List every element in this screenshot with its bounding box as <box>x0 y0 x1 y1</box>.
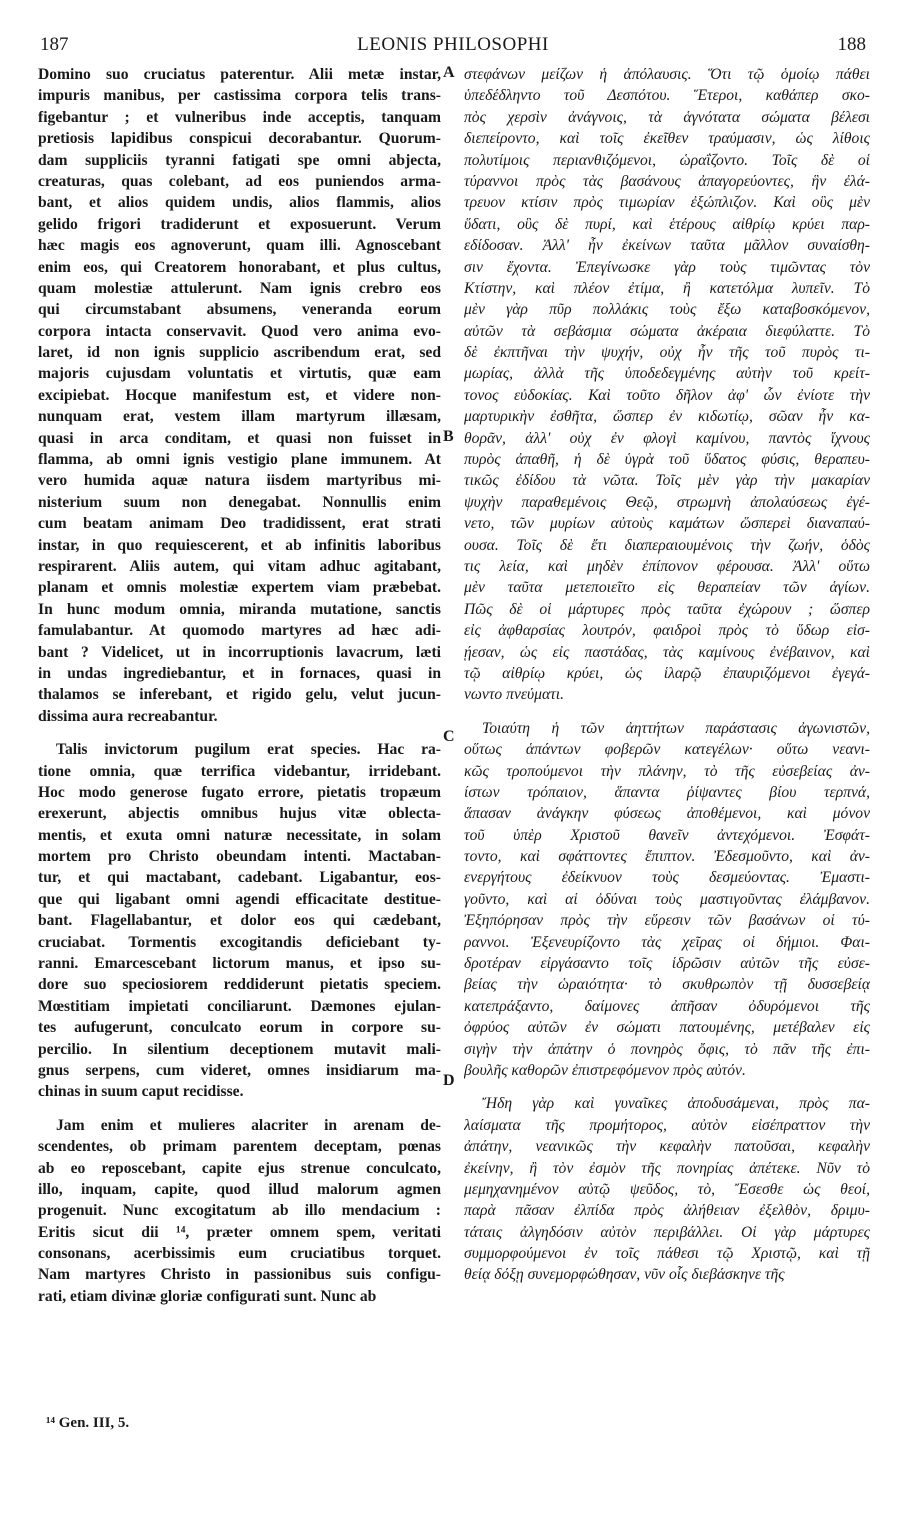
greek-text-line: εδίδοσαν. Ἀλλ' ἦν ἐκείνων ταῦτα μᾶλλον συναίσθη- <box>464 237 870 255</box>
greek-text-line: τονος εὐδοκίας. Καὶ τοῦτο δῆλον ἀφ' ὧν ἐνίοτε τὴν <box>464 386 870 404</box>
latin-text-line: respirarent. Aliis autem, qui vitam adhuc agitabant, <box>38 557 441 575</box>
latin-text-line: thalamos se inferebant, et rigido gelu, velut jucun- <box>38 686 441 704</box>
latin-text-line: ranni. Emarcescebant lictorum manus, et ipso su- <box>38 955 441 973</box>
latin-text-line: percilio. In silentium deceptionem mutavit mali- <box>38 1040 441 1058</box>
latin-text-line: excipiebat. Hocque manifestum est, et videre non- <box>38 386 441 404</box>
latin-text-line: Mœstitiam impietati conciliarunt. Dæmones ejulan- <box>38 997 441 1015</box>
latin-text-line: tur, et qui mactabant, cadebant. Ligabantur, eos- <box>38 869 441 887</box>
latin-text-line: in undas ingrediebantur, et in fornaces, quasi in <box>38 664 441 682</box>
greek-text-line: πὸς χερσὶν ἀνάγνοις, τὰ ἁγνότατα σώματα βέλεσι <box>464 108 870 126</box>
latin-text-line: tione omnia, quæ terrifica videbantur, irridebant. <box>38 762 441 780</box>
greek-text-line: νωντο πνεύματι. <box>464 686 564 704</box>
greek-text-line: συμμορφούμενοι ἐν τοῖς πάθεσι τῷ Χριστῷ, καὶ τῇ <box>464 1245 870 1263</box>
running-title: LEONIS PHILOSOPHI <box>357 34 549 55</box>
latin-text-line: Jam enim et mulieres alacriter in arenam de- <box>56 1116 441 1134</box>
latin-text-line: In hunc modum omnia, miranda mutatione, sanctis <box>38 600 441 618</box>
latin-text-line: Nam martyres Christo in passionibus suis configu- <box>38 1266 441 1284</box>
latin-text-line: dore suo speciosiorem reddiderunt pietatis speciem. <box>38 976 441 994</box>
latin-column <box>38 64 441 1307</box>
latin-text-line: scendentes, ob primam parentem deceptam, pœnas <box>38 1138 441 1156</box>
greek-text-line: ὀφρύος αὐτῶν ἐν σώματι πατουμένης, μετέβαλεν εἰς <box>464 1019 870 1037</box>
greek-text-line: στεφάνων μείζων ἡ ἀπόλαυσις. Ὅτι τῷ ὁμοίῳ πάθει <box>464 66 870 83</box>
greek-text-line: Ἤδη γὰρ καὶ γυναῖκες ἀποδυσάμεναι, πρὸς πα- <box>482 1095 870 1113</box>
greek-text-line: πολυτίμοις περιανθιζόμενοι, ὡραΐζοντο. Τοῖς δὲ οἱ <box>464 151 870 169</box>
greek-text-line: νετο, τῶν μυρίων αὐτοὺς καμάτων ὥσπερεὶ διαναπαύ- <box>464 515 870 533</box>
footnote: ¹⁴ Gen. III, 5. <box>46 1415 130 1431</box>
greek-text-line: ψυχὴν παραθεμένοις Θεῷ, στρωμνὴ ἀπολαύσεως ἐγέ- <box>464 493 870 511</box>
greek-text-line: σιν ἔχοντα. Ἐπεγίνωσκε γὰρ τοὺς τιμῶντας τὸν <box>464 258 870 276</box>
latin-text-line: chinas in suum caput recidisse. <box>38 1083 244 1101</box>
left-page-number: 187 <box>40 34 69 55</box>
greek-text-line: μωρίας, ἀλλὰ τῆς ὑποδεδεγμένης αὐτὴν τοῦ κρείτ- <box>464 365 870 383</box>
latin-text-line: Eritis sicut dii ¹⁴, præter omnem spem, veritati <box>38 1223 441 1241</box>
paragraph-gap <box>464 706 870 718</box>
paragraph-gap <box>38 1103 441 1115</box>
latin-text-line: nunquam erat, vestem illam martyrum illæsam, <box>38 408 441 426</box>
latin-text-line: illo, inquam, capite, quod illud malorum agmen <box>38 1180 441 1198</box>
greek-text-line: γοῦντο, καὶ αἱ ὀδύναι τοὺς μαστιγοῦντας ἐλάμβανον. <box>464 890 870 908</box>
greek-text-line: τις λεία, καὶ μηδὲν ἐπίπονον φέρουσα. Ἀλλ' οὕτω <box>464 557 870 575</box>
latin-text-line: qui circumstabant absumens, veneranda eorum <box>38 301 441 319</box>
latin-text-line: corpora intacta conservavit. Quod vero anima evo- <box>38 322 441 340</box>
greek-text-line: Πῶς δὲ οἱ μάρτυρες πρὸς ταῦτα ἐχώρουν ; ὥσπερ <box>464 600 870 618</box>
greek-text-line: αὐτῶν τὰ σεβάσμια σώματα ἀκέραια διεφύλαττε. Τὸ <box>464 322 870 340</box>
greek-text-line: διεπείροντο, καὶ τοῖς ἐκεῖθεν τραύμασιν, ὡς λίθοις <box>464 130 870 148</box>
greek-text-line: ραννοι. Ἐξενευρίζοντο τὰς χεῖρας οἱ δήμιοι. Φαι- <box>464 933 870 951</box>
greek-text-line: Ἐξηπόρησαν πρὸς τὴν εὕρεσιν τῶν βασάνων οἱ τύ- <box>464 912 870 930</box>
latin-text-line: Domino suo cruciatus paterentur. Alii metæ instar, <box>38 66 441 83</box>
page-header <box>40 34 866 62</box>
greek-text-line: τοῦ ὑπὲρ Χριστοῦ θανεῖν ἀντεχόμενοι. Ἐσφάτ- <box>464 826 870 844</box>
paragraph-gap <box>38 727 441 739</box>
latin-text-line: erexerunt, abjectis omnibus hujus vitæ oblecta- <box>38 805 441 823</box>
section-marker-d: D <box>443 1072 455 1089</box>
latin-text-line: cruciabat. Tormentis excogitandis deficiebant ty- <box>38 933 441 951</box>
latin-text-line: majoris cujusdam voluntatis et virtutis, quæ eam <box>38 365 441 383</box>
latin-text-line: Hoc modo generose fugato errore, pietatis tropæum <box>38 783 441 801</box>
latin-text-line: cum beatam animam Deo tradidissent, erat strati <box>38 515 441 533</box>
greek-text-line: πυρὸς ἀπαθῆ, ἡ δὲ ὑγρὰ τοῦ ὕδατος φύσις, θεραπευ- <box>464 451 870 469</box>
greek-text-line: παρὰ πᾶσαν ἐλπίδα πρὸς ἀλήθειαν ἐξελθὸν, δριμυ- <box>464 1202 870 1220</box>
section-marker-b: B <box>443 428 454 445</box>
greek-text-line: τοντο, καὶ σφάττοντες ἔπιπτον. Ἐδεσμοῦντο, καὶ ἀν- <box>464 848 870 866</box>
greek-text-line: μὲν γὰρ πῦρ πολλάκις τοὺς ἔξω καταβοσκόμενον, <box>464 301 870 319</box>
greek-text-line: θορᾶν, ἀλλ' οὐχ ἐν φλογὶ καμίνου, παντὸς ἴχνους <box>464 429 870 447</box>
greek-text-line: τάταις ἀλγηδόσιν αὐτὸν περιβάλλει. Οἱ γὰρ μάρτυρες <box>464 1223 870 1241</box>
latin-text-line: tes aufugerunt, conculcato eorum in corpore su- <box>38 1019 441 1037</box>
greek-text-line: δὲ ἐκπτῆναι τὴν ψυχήν, οὐχ ἦν τῆς τοῦ πυρὸς τι- <box>464 344 870 362</box>
greek-text-line: ὑπεδέδληντο τοῦ Δεσπότου. Ἕτεροι, καθάπερ σκο- <box>464 87 870 105</box>
greek-text-line: ενεργήτους ἐδείκνυον τοὺς δεσμεύοντας. Ἐμαστι- <box>464 869 870 887</box>
latin-text-line: bant ? Videlicet, ut in incorruptionis lavacrum, læti <box>38 643 441 661</box>
latin-text-line: famulabantur. At quomodo martyres ad hæc adi- <box>38 622 441 640</box>
latin-text-line: bant. Flagellabantur, et dolor eos qui cædebant, <box>38 912 441 930</box>
greek-text-line: ἀπάτην, νεανικῶς τὴν κεφαλὴν πατοῦσαι, κεφαλὴν <box>464 1138 870 1156</box>
greek-text-line: Τοιαύτη ἡ τῶν ἀηττήτων παράστασις ἀγωνιστῶν, <box>482 719 870 737</box>
greek-text-line: ίστων τρόπαιον, ἅπαντα ῥίψαντες βίου τερπνά, <box>464 783 870 801</box>
latin-text-line: bant, et alios quidem undis, alios flammis, alios <box>38 194 441 212</box>
latin-text-line: laret, id non ignis supplicio ascribendum erat, sed <box>38 344 441 362</box>
greek-column <box>464 64 870 1286</box>
latin-text-line: quasi in arca conditam, et quasi non fuisset in <box>38 429 441 447</box>
greek-text-line: τύραννοι πρὸς τὰς βασάνους ἀπαγορεύοντες, ἣν ἐλά- <box>464 172 870 190</box>
latin-text-line: instar, in quo requiescerent, et ab infinitis laboribus <box>38 536 441 554</box>
latin-text-line: pretiosis lapidibus conspicui decorabantur. Quorum- <box>38 130 441 148</box>
greek-text-line: κῶς τροπούμενοι τὴν πλάνην, τὸ τῆς εὐσεβείας ἀν- <box>464 762 870 780</box>
latin-text-line: Talis invictorum pugilum erat species. Hac ra- <box>56 741 441 759</box>
greek-text-line: ῄεσαν, ὡς εἰς παστάδας, τὰς καμίνους ἐνέβαινον, καὶ <box>464 643 870 661</box>
latin-text-line: que qui ligabant omni agendi efficacitate destitue- <box>38 890 441 908</box>
latin-text-line: ab eo reposcebant, capite ejus strenue conculcato, <box>38 1159 441 1177</box>
latin-text-line: consonans, acerbissimis eum cruciatibus torquet. <box>38 1245 441 1263</box>
greek-text-line: μαρτυρικὴν ἐσθῆτα, ὥσπερ ἐν κιδωτίῳ, σῶαν ἦν κα- <box>464 408 870 426</box>
latin-text-line: rati, etiam divinæ gloriæ configurati sunt. Nunc ab <box>38 1287 377 1305</box>
greek-text-line: μὲν ταῦτα μετεποιεῖτο εἰς θεραπείαν τῶν ἁγίων. <box>464 579 870 597</box>
latin-text-line: flamma, ab omni ignis vestigio plane immunem. At <box>38 451 441 469</box>
greek-text-line: βείας τὴν ὡραιότητα· τὸ σκυθρωπὸν τῇ δυσσεβείᾳ <box>464 976 870 994</box>
latin-text-line: mortem pro Christo obeundam intenti. Mactaban- <box>38 848 441 866</box>
greek-text-line: ἅπασαν ἀνάγκην φύσεως ἀποθέμενοι, καὶ μόνον <box>464 805 870 823</box>
latin-text-line: mentis, et exuta omni naturæ necessitate, in solam <box>38 826 441 844</box>
greek-text-line: σιγὴν τὴν ἀπάτην ὁ πονηρὸς ὄφις, τὸ πᾶν τῆς ἐπι- <box>464 1040 870 1058</box>
latin-text-line: dam suppliciis tyranni fatigati spe omni abjecta, <box>38 151 441 169</box>
greek-text-line: μεμηχανημένον αὐτῷ ψεῦδος, τὸ, Ἔσεσθε ὡς θεοί, <box>464 1180 870 1198</box>
greek-text-line: ὕδατι, οὓς δὲ πυρί, καὶ ἑτέρους αἰθρίῳ κρύει παρ- <box>464 215 870 233</box>
latin-text-line: nisterium suum non denegabat. Nonnullis enim <box>38 493 441 511</box>
latin-text-line: progenuit. Nunc excogitatum ab illo mendacium : <box>38 1202 441 1220</box>
greek-text-line: δροτέραν εἰργάσαντο τοῖς ἱδρῶσιν αὐτῶν τῆς εὐσε- <box>464 955 870 973</box>
greek-text-line: ἐκείνην, ἢ τὸν ἐσμὸν τῆς πονηρίας ἀπέτεκε. Νῦν τὸ <box>464 1159 870 1177</box>
greek-text-line: λαίσματα τῆς προμήτορος, αὐτὸν εἰσέπραττον τὴν <box>464 1116 870 1134</box>
latin-text-line: gnus serpens, cum videret, omnes insidiarum ma- <box>38 1061 441 1079</box>
latin-text-line: enim eos, qui Creatorem honorabant, et plus cultus, <box>38 258 441 276</box>
latin-text-line: hæc magis eos agnoverunt, quam illi. Agnoscebant <box>38 237 441 255</box>
latin-text-line: vero humida aquæ natura iisdem martyribus mi- <box>38 472 441 490</box>
latin-text-line: creaturas, quas colebant, ad eos puniendos arma- <box>38 172 441 190</box>
greek-text-line: θείᾳ δόξῃ συνεμορφώθησαν, νῦν οἷς διεβάσκηνε τῆς <box>464 1266 785 1284</box>
greek-text-line: ουσα. Τοῖς δὲ ἔτι διαπεραιουμένοις τὴν ζωήν, ὁδὸς <box>464 536 870 554</box>
greek-text-line: Κτίστην, καὶ πλέον ἐτίμα, ἢ κατετόλμα λυπεῖν. Τὸ <box>464 279 870 297</box>
greek-text-line: τρευον κτίσιν πρὸς τιμωρίαν ἐξώπλιζον. Καὶ οὓς μὲν <box>464 194 870 212</box>
latin-text-line: planam et omnis molestiæ expertem viam præbebat. <box>38 579 441 597</box>
greek-text-line: οὕτως ἁπάντων φοβερῶν κατεγέλων· οὕτω νεανι- <box>464 741 870 759</box>
latin-text-line: quam molestiæ attulerunt. Nam ignis crebro eos <box>38 279 441 297</box>
latin-text-line: impuris manibus, per castissima corpora telis trans- <box>38 87 441 105</box>
greek-text-line: τικῶς ἐδίδου τὰ νῶτα. Τοῖς μὲν γὰρ τὴν μακαρίαν <box>464 472 870 490</box>
section-marker-a: A <box>443 64 455 81</box>
paragraph-gap <box>464 1081 870 1093</box>
greek-text-line: κατεπράξαντο, δαίμονες ἀπῆσαν ὀδυρόμενοι τῆς <box>464 997 870 1015</box>
greek-text-line: τῷ αἰθρίῳ κρύει, ὡς ἱλαρῷ ἐπαυριζόμενοι ἐγεγά- <box>464 664 870 682</box>
latin-text-line: figebantur ; et vulneribus inde acceptis, tanquam <box>38 108 441 126</box>
section-marker-c: C <box>443 728 455 745</box>
latin-text-line: gelido frigori tradiderunt et exposuerunt. Verum <box>38 215 441 233</box>
right-page-number: 188 <box>837 34 866 55</box>
latin-text-line: dissima aura recreabantur. <box>38 707 218 725</box>
greek-text-line: βουλῆς καθορῶν ἐπιστρεφόμενον πρὸς αὐτόν. <box>464 1061 746 1079</box>
greek-text-line: εἰς ἀφθαρσίας λουτρόν, φαιδροὶ πρὸς τὸ ὕδωρ εἰσ- <box>464 622 870 640</box>
